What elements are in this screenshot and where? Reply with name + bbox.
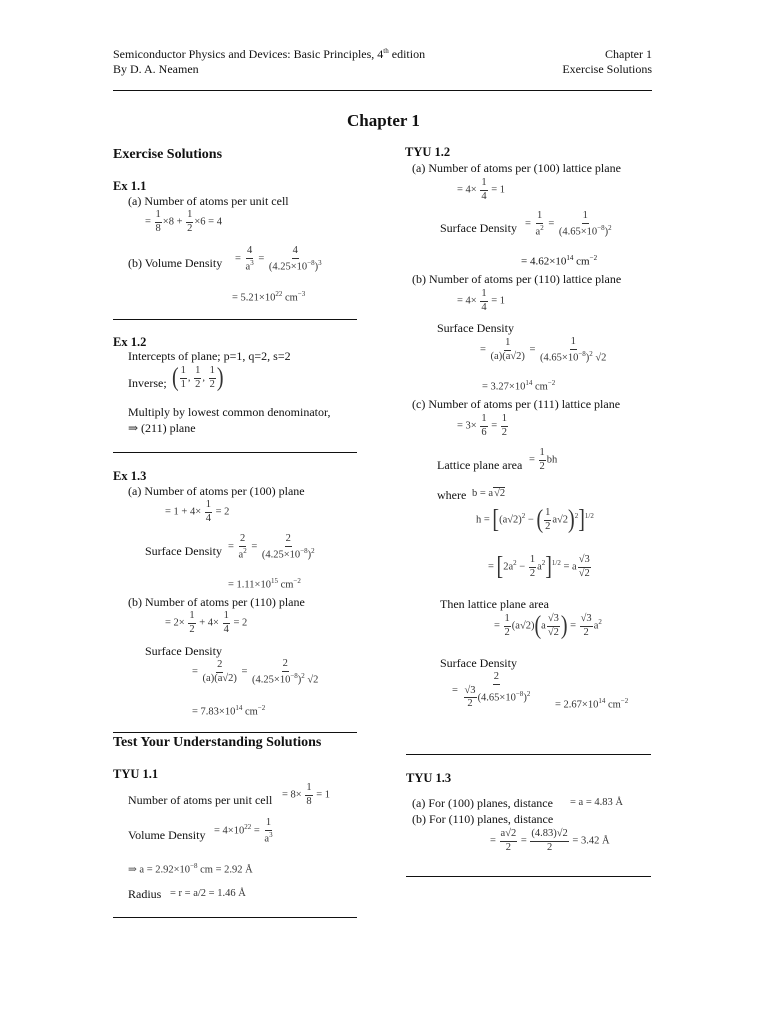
ex13-atoms-b-equation: = 2× $\frac{1}{2}$ + 4× $\frac{1}{4}$ = 2: [165, 610, 248, 635]
tyu11-atoms-label: Number of atoms per unit cell: [128, 793, 273, 807]
exercise-solutions-heading: Exercise Solutions: [113, 147, 223, 162]
ex13-part-b: (b) Number of atoms per (110) plane: [128, 595, 305, 609]
tyu12-b-sd-label: Surface Density: [437, 321, 514, 335]
tyu13-title: TYU 1.3: [406, 771, 452, 785]
ex13-sd-b-equation: = $\frac{2}{(a)(a√2)}$ = $\frac{2}{(4.25\times 10^{-8})^2 √2}$: [192, 658, 319, 685]
header-section: Exercise Solutions: [562, 62, 652, 76]
tyu12-area-label: Lattice plane area: [437, 458, 523, 472]
ex13-a-result: = $1.11\times 10^{15}$ $cm^{-2}$: [228, 577, 301, 591]
ex13-sd-label: Surface Density: [145, 544, 222, 558]
tyu12-atoms-c-equation: = 3× $\frac{1}{6}$ = $\frac{1}{2}$: [457, 413, 508, 438]
ex12-intercepts: Intercepts of plane; p=1, q=2, s=2: [128, 349, 291, 363]
tyu12-c-result: = $2.67\times 10^{14}$ $cm^{-2}$: [555, 697, 629, 711]
tyu12-h-equation: $h = [(a√2)^2$ − ( $\frac{1}{2}$ a√2)$^2$]$^{1/2}$: [476, 505, 594, 534]
tyu12-sd-a-equation: = $\frac{1}{a^2}$ = $\frac{1}{(4.65\times 10^{-8})^2}$: [525, 210, 612, 237]
tyu-heading: Test Your Understanding Solutions: [113, 735, 322, 750]
ex12-multiply: Multiply by lowest common denominator,: [128, 405, 331, 419]
header-author: By D. A. Neamen: [113, 62, 199, 76]
ex13-b-result: = $7.83\times 10^{14}$ $cm^{-2}$: [192, 704, 266, 718]
tyu12-part-c: (c) Number of atoms per (111) lattice plane: [412, 397, 621, 411]
tyu13-b-value: = 3.42 Å: [572, 835, 610, 847]
tyu12-part-a: (a) Number of atoms per (100) lattice plane: [412, 161, 621, 175]
tyu11-divider: [113, 917, 357, 918]
ex11-part-b-label: (b) Volume Density: [128, 256, 223, 270]
header-chapter: Chapter 1: [605, 47, 652, 61]
tyu11-radius-label: Radius: [128, 887, 162, 901]
ex13-part-a: (a) Number of atoms per (100) plane: [128, 484, 305, 498]
tyu13-part-b: (b) For (110) planes, distance: [412, 812, 554, 826]
tyu12-area-result: = $\frac{1}{2}$ (a√2)(a $\frac{√3}{√2}$ ) = $\frac{√3}{2}$ $a^2$: [494, 611, 602, 640]
tyu12-area-equation: = $\frac{1}{2}$ bh: [529, 447, 558, 472]
tyu13-a-value: = a = 4.83 Å: [570, 797, 623, 808]
ex12-title: Ex 1.2: [113, 335, 147, 349]
ex12-divider: [113, 452, 357, 453]
ex13-b-sd-label: Surface Density: [145, 644, 222, 658]
ex11-divider: [113, 319, 357, 320]
ex11-title: Ex 1.1: [113, 179, 147, 193]
tyu12-b-result: = $3.27\times 10^{14}$ $cm^{-2}$: [482, 379, 556, 393]
header-book-title: Semiconductor Physics and Devices: Basic Principles, 4th edition: [113, 47, 426, 61]
tyu11-title: TYU 1.1: [113, 767, 159, 781]
tyu12-divider: [406, 754, 651, 755]
header-rule: [113, 90, 652, 91]
ex11-volume-equation: = $\frac{4}{a^3}$ = $\frac{4}{(4.25\times 10^{-8})^3}$: [235, 245, 322, 272]
ex13-atoms-a-equation: = 1 + 4× $\frac{1}{4}$ = 2: [165, 499, 230, 524]
tyu12-sd-b-equation: = $\frac{1}{(a)(a√2)}$ = $\frac{1}{(4.65\times 10^{-8})^2 √2}$: [480, 336, 607, 363]
tyu11-atoms-equation: = 8× $\frac{1}{8}$ = 1: [282, 782, 331, 807]
tyu12-sd-label: Surface Density: [440, 221, 517, 235]
tyu11-a-line: ⇒ $a = 2.92\times 10^{-8}$ cm = 2.92 Å: [128, 862, 253, 876]
tyu11-radius-value: = r = a/2 = 1.46 Å: [170, 888, 246, 899]
tyu12-sd-c-equation: = 2 $\frac{√3}{2}$ $(4.65\times 10^{-8})^2$: [452, 671, 531, 709]
tyu13-divider: [406, 876, 651, 877]
ex13-sd-a-equation: = $\frac{2}{a^2}$ = $\frac{2}{(4.25\times 10^{-8})^2}$: [228, 533, 315, 560]
tyu13-part-a: (a) For (100) planes, distance: [412, 796, 553, 810]
tyu12-atoms-b-equation: = 4× $\frac{1}{4}$ = 1: [457, 288, 506, 313]
tyu12-h-simplified: = [$2a^2$ − $\frac{1}{2}$ $a^2]^{1/2} = a$ $\frac{√3}{√2}$: [488, 552, 590, 581]
tyu12-a-result: = $4.62\times 10^{14}$ $cm^{-2}$: [521, 254, 598, 268]
ex11-part-a: (a) Number of atoms per unit cell: [128, 194, 289, 208]
page-title: Chapter 1: [347, 111, 420, 130]
ex13-divider: [113, 732, 357, 733]
tyu12-b-definition: b = a√2: [472, 488, 506, 499]
tyu12-then-label: Then lattice plane area: [440, 597, 549, 611]
tyu13-b-equation: = $\frac{a√2}{2}$ = $\frac{(4.83)√2}{2}$ = 3.42 Å: [490, 828, 610, 853]
ex12-inverse-label: Inverse;: [128, 376, 167, 390]
tyu12-atoms-a-equation: = 4× $\frac{1}{4}$ = 1: [457, 177, 506, 202]
ex11-result: = $5.21\times 10^{22}$ $cm^{-3}$: [232, 290, 306, 304]
tyu12-c-sd-label: Surface Density: [440, 656, 517, 670]
tyu12-where-label: where: [437, 488, 467, 502]
tyu11-volume-equation: = $4\times 10^{22}$ = $\frac{1}{a^3}$: [214, 817, 273, 844]
tyu12-part-b: (b) Number of atoms per (110) lattice plane: [412, 272, 622, 286]
ex13-title: Ex 1.3: [113, 469, 147, 483]
ex12-plane: ⇒ (211) plane: [128, 421, 196, 435]
tyu11-volume-label: Volume Density: [128, 828, 206, 842]
ex12-inverse-values: ( $\frac{1}{1}$ , $\frac{1}{2}$ , $\frac{1}{2}$ ): [172, 363, 224, 392]
ex11-atoms-equation: = $\frac{1}{8}$ ×8 + $\frac{1}{2}$ ×6 = 4: [145, 209, 222, 234]
tyu12-title: TYU 1.2: [405, 145, 451, 159]
